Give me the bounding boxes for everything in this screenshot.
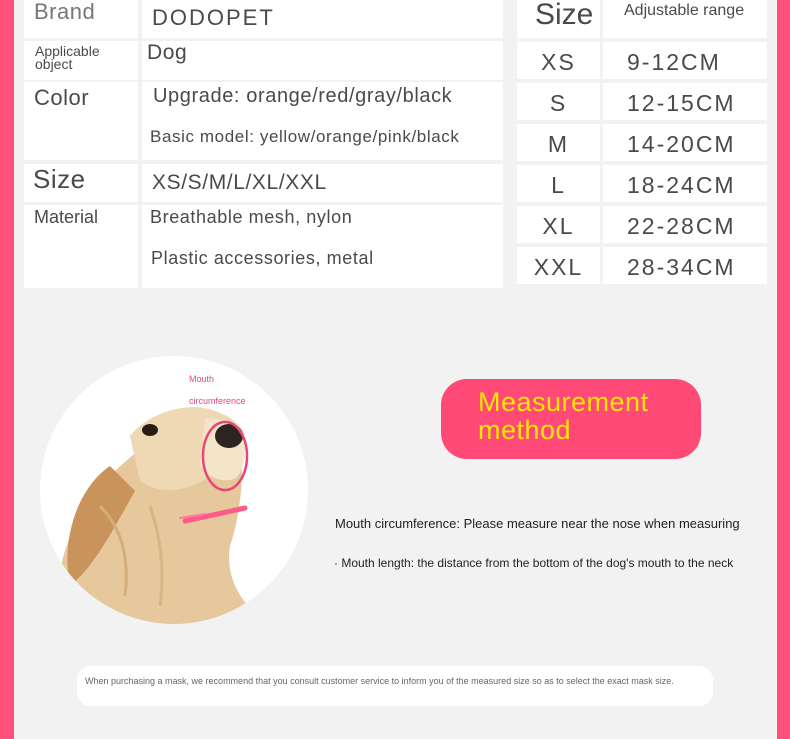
measurement-title-line1: Measurement (478, 387, 649, 417)
size-table-header-size: Size (517, 0, 600, 38)
material-label: Material (24, 205, 138, 288)
size-s: S (517, 83, 600, 120)
mouth-length-note: · Mouth length: the distance from the bottom of the dog's mouth to the neck (334, 556, 734, 570)
mouth-circumference-note: Mouth circumference: Please measure near the nose when measuring (335, 516, 740, 531)
range-l: 18-24CM (603, 165, 767, 202)
applicable-value: Dog (142, 41, 503, 80)
brand-value: DODOPET (142, 0, 503, 38)
applicable-label-line2: object (35, 56, 73, 72)
size-l: L (517, 165, 600, 202)
range-xxl: 28-34CM (603, 247, 767, 284)
size-xs: XS (517, 42, 600, 79)
right-frame-border (777, 0, 790, 739)
size-xxl: XXL (517, 247, 600, 284)
material-line2: Plastic accessories, metal (151, 248, 374, 268)
applicable-label (24, 41, 138, 80)
range-xs: 9-12CM (603, 42, 767, 79)
range-s: 12-15CM (603, 83, 767, 120)
material-value (142, 205, 503, 288)
left-frame-border (0, 0, 14, 739)
color-label: Color (24, 82, 138, 160)
color-value (142, 82, 503, 160)
color-upgrade: Upgrade: orange/red/gray/black (153, 85, 453, 107)
dog-illustration (40, 356, 308, 624)
applicable-label-line1: Applicable (35, 43, 100, 59)
measurement-title-line2: method (478, 415, 572, 445)
dog-photo (40, 356, 308, 624)
size-xl: XL (517, 206, 600, 243)
brand-label: Brand (24, 0, 138, 38)
size-m: M (517, 124, 600, 161)
mouth-label-line2: circumference (189, 396, 246, 406)
range-xl: 22-28CM (603, 206, 767, 243)
size-table-header-range: Adjustable range (603, 0, 767, 38)
size-label: Size (24, 164, 138, 202)
measurement-method-badge (441, 379, 701, 459)
size-value: XS/S/M/L/XL/XXL (142, 164, 503, 202)
color-basic: Basic model: yellow/orange/pink/black (150, 127, 460, 146)
mouth-label-line1: Mouth (189, 374, 215, 384)
purchase-advice-note: When purchasing a mask, we recommend that you consult customer service to inform you of the measured size so as to select the exact mask size. (77, 666, 713, 706)
range-m: 14-20CM (603, 124, 767, 161)
material-line1: Breathable mesh, nylon (150, 207, 353, 227)
